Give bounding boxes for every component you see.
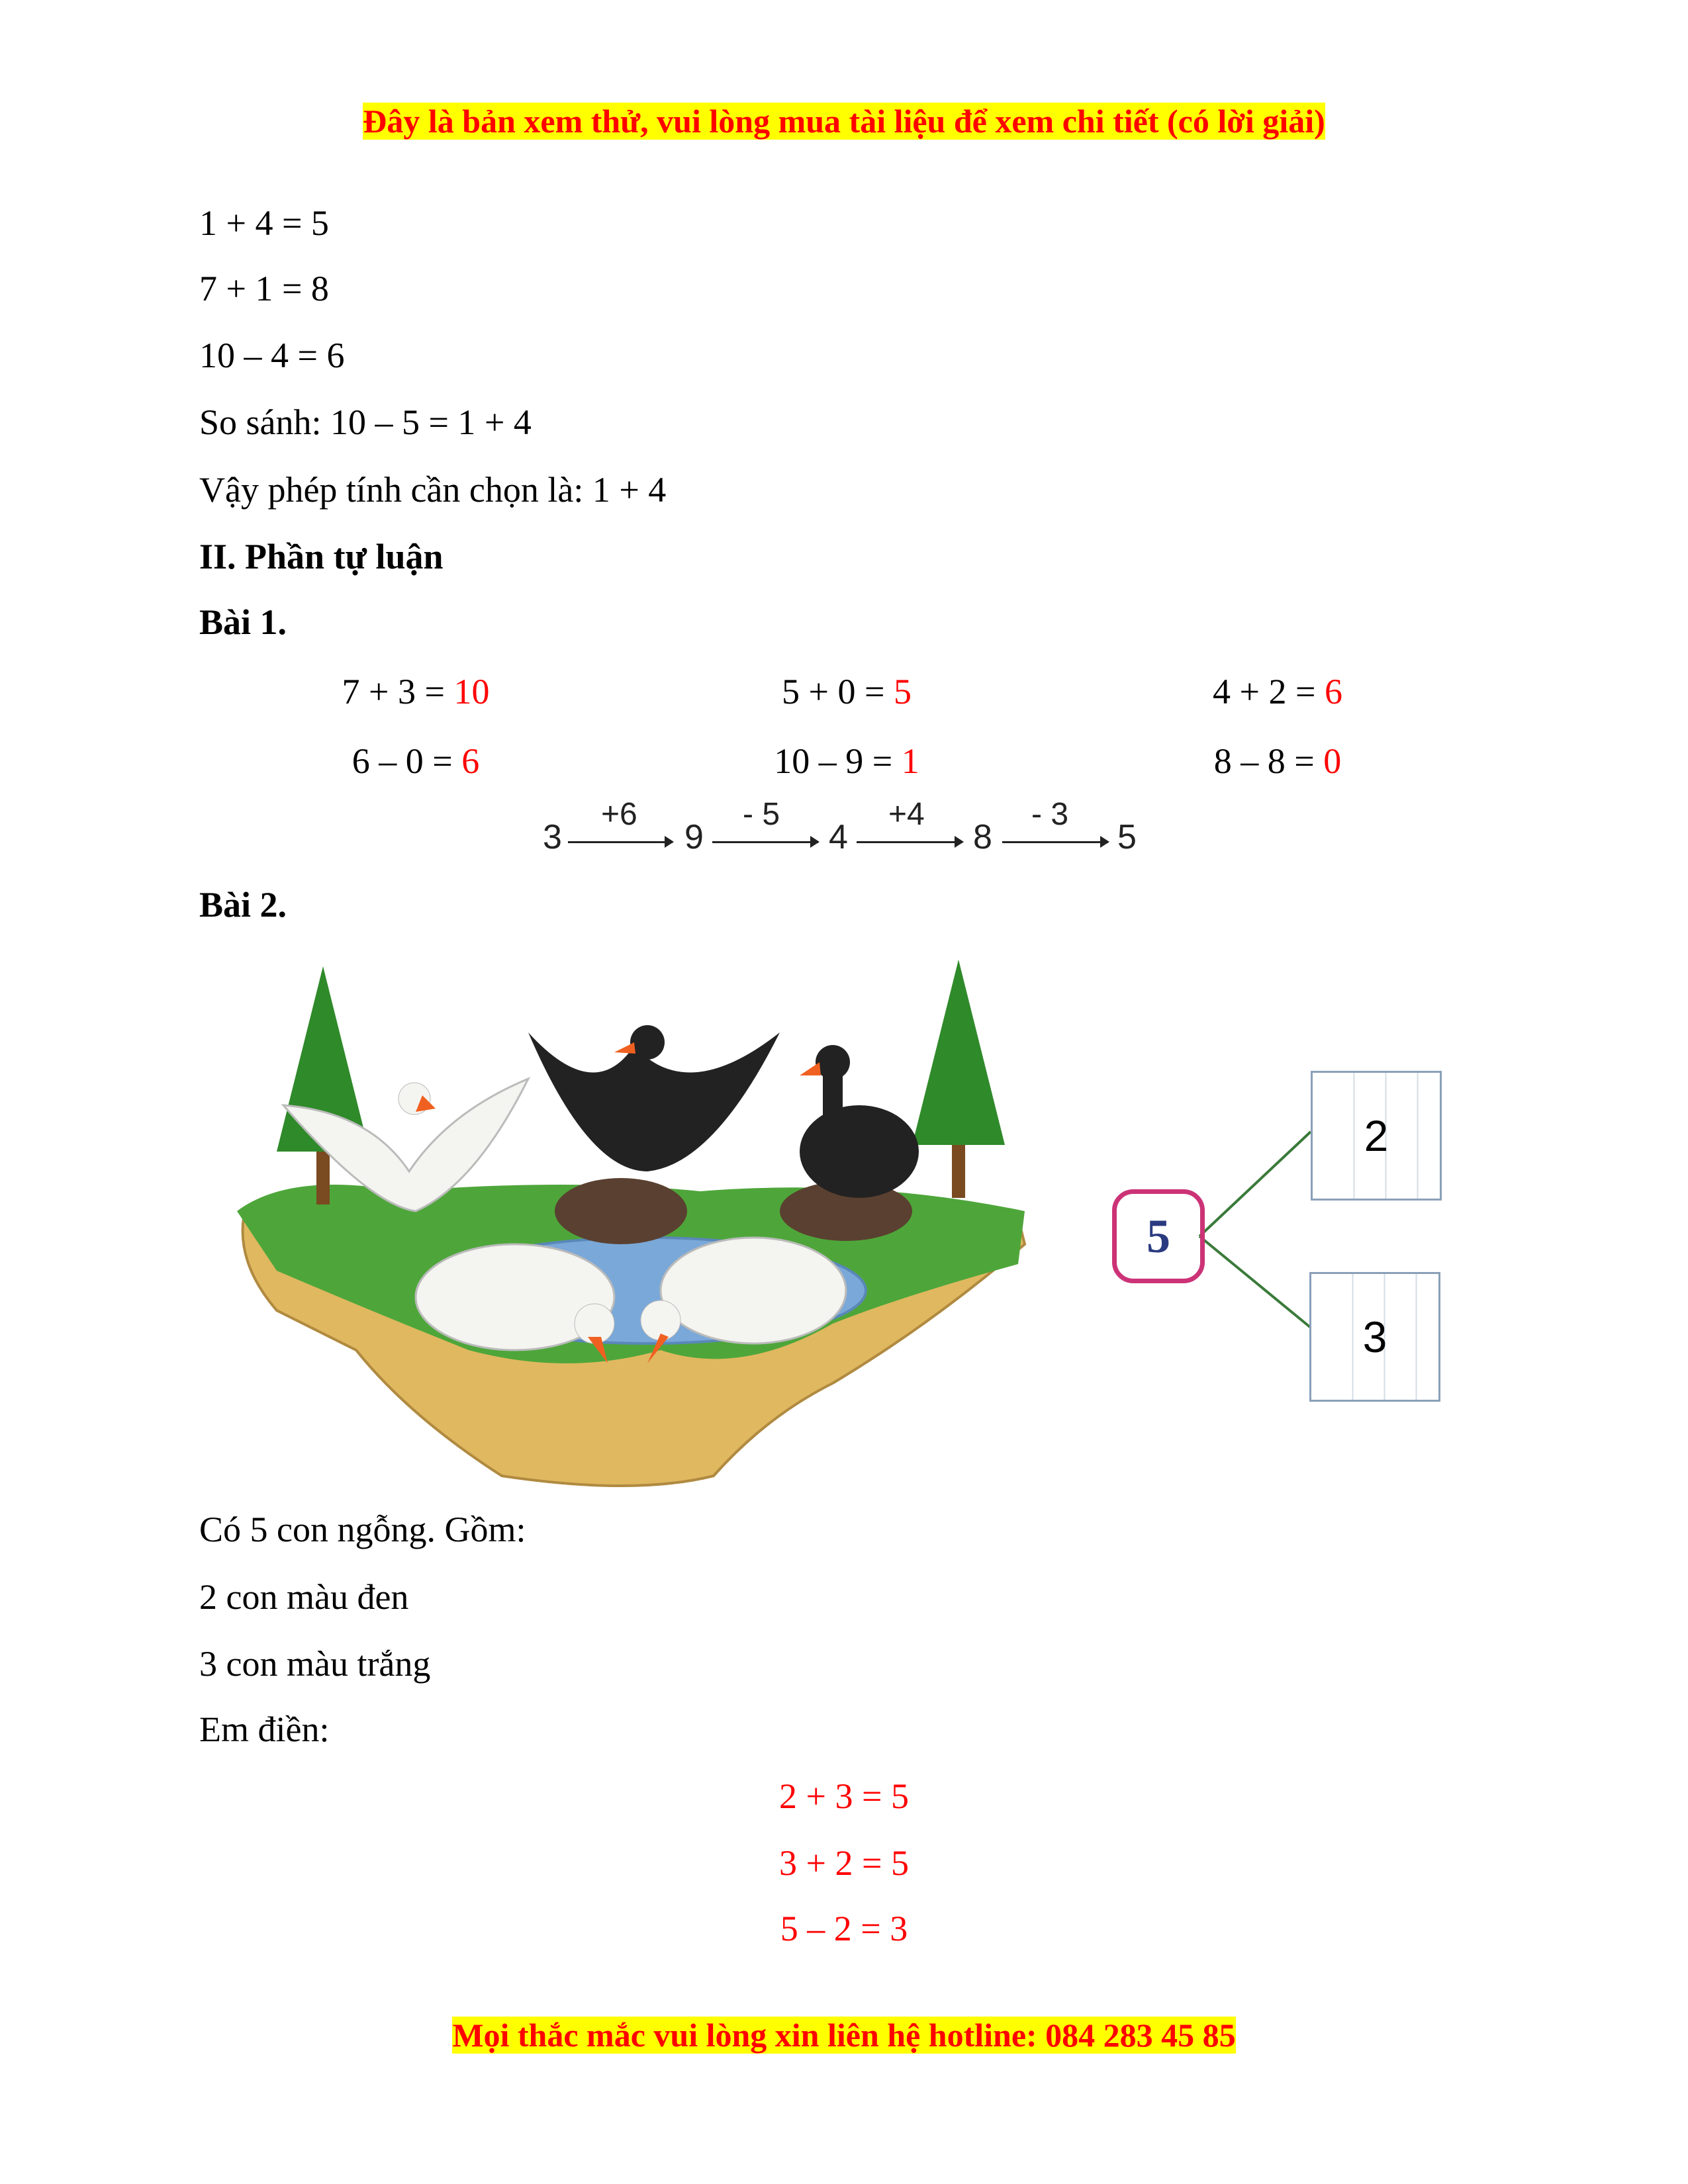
chain-operation: - 3 <box>1031 797 1069 832</box>
calc-line: 10 – 4 = 6 <box>199 336 345 375</box>
part-box: 3 <box>1309 1272 1440 1402</box>
equation: 4 + 2 = 6 <box>1213 672 1342 711</box>
bai2-title: Bài 2. <box>199 885 287 925</box>
explanation-line: 3 con màu trắng <box>199 1644 431 1684</box>
answer: 5 <box>893 672 912 711</box>
answer: 1 <box>901 741 919 781</box>
preview-notice-text: Đây là bản xem thử, vui lòng mua tài liệu để xem chi tiết (có lời giải) <box>363 103 1325 140</box>
arrow-icon <box>1002 841 1108 843</box>
preview-notice <box>0 99 1688 142</box>
arrow-icon <box>857 841 962 843</box>
tree-icon <box>912 960 1005 1198</box>
chain-operation: +6 <box>601 797 637 832</box>
answer: 6 <box>1324 672 1342 711</box>
black-goose-icon <box>528 1025 780 1171</box>
equation: 7 + 3 = 10 <box>342 672 490 711</box>
answer: 0 <box>1323 741 1342 781</box>
operation-chain <box>543 797 1152 870</box>
chain-operation: +4 <box>888 797 925 832</box>
chain-number: 3 <box>543 818 562 856</box>
calc-line: 1 + 4 = 5 <box>199 203 329 243</box>
total-box: 5 <box>1112 1189 1205 1283</box>
arrow-icon <box>568 841 673 843</box>
geese-pond-illustration <box>237 953 1031 1496</box>
answer-equation: 3 + 2 = 5 <box>779 1843 909 1883</box>
conclusion-line: Vậy phép tính cần chọn là: 1 + 4 <box>199 470 667 510</box>
bai1-title: Bài 1. <box>199 602 287 642</box>
hotline-notice <box>0 2013 1688 2056</box>
explanation-line: 2 con màu đen <box>199 1577 409 1617</box>
chain-number: 9 <box>684 818 704 856</box>
arrow-icon <box>712 841 818 843</box>
answer: 10 <box>453 672 490 711</box>
section-title: II. Phần tự luận <box>199 537 444 576</box>
calc-line: 7 + 1 = 8 <box>199 269 329 308</box>
answer-equation: 2 + 3 = 5 <box>779 1776 909 1816</box>
part-box: 2 <box>1311 1071 1442 1201</box>
chain-number: 4 <box>829 818 848 856</box>
equation: 8 – 8 = 0 <box>1213 741 1342 781</box>
answer: 6 <box>461 741 480 781</box>
explanation-line: Em điền: <box>199 1709 330 1749</box>
equation: 6 – 0 = 6 <box>352 741 480 781</box>
black-goose-icon <box>800 1045 919 1198</box>
equation: 10 – 9 = 1 <box>774 741 919 781</box>
connector-lines <box>1198 1125 1317 1350</box>
chain-operation: - 5 <box>743 797 780 832</box>
chain-number: 5 <box>1117 818 1137 856</box>
hotline-notice-text: Mọi thắc mắc vui lòng xin liên hệ hotline: 084 283 45 85 <box>452 2017 1236 2054</box>
comparison-line: So sánh: 10 – 5 = 1 + 4 <box>199 402 532 442</box>
equation: 5 + 0 = 5 <box>782 672 912 711</box>
explanation-line: Có 5 con ngỗng. Gồm: <box>199 1510 526 1549</box>
answer-equation: 5 – 2 = 3 <box>780 1909 908 1948</box>
chain-number: 8 <box>973 818 992 856</box>
